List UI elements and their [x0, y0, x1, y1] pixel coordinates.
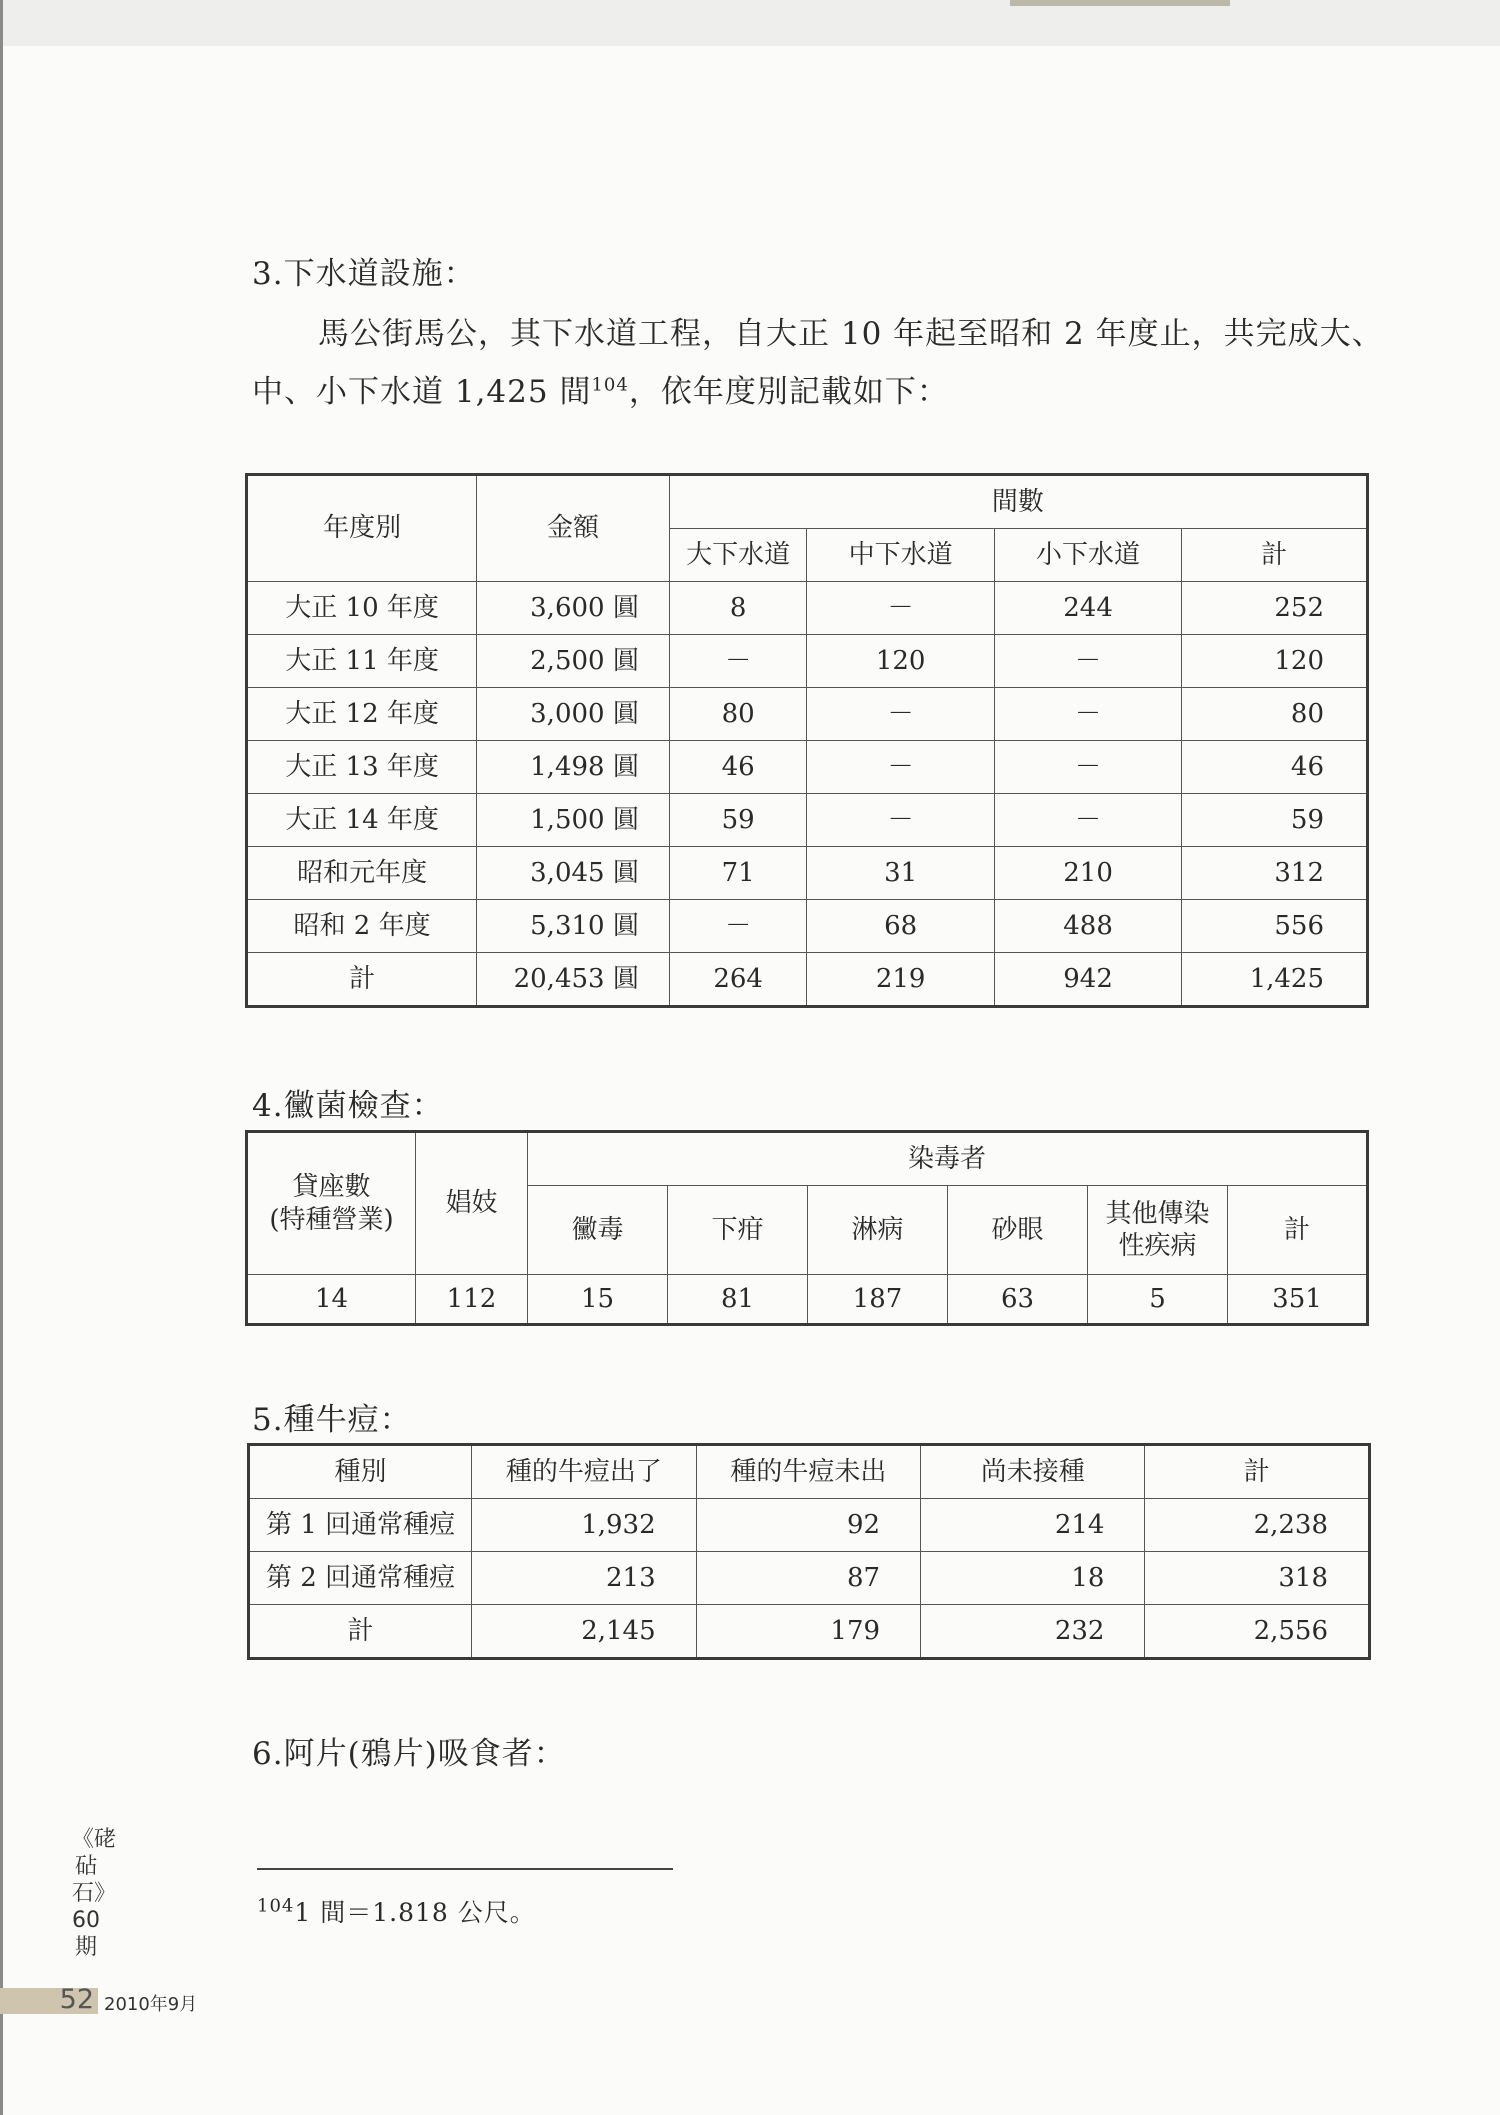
issue-date: 2010年9月	[104, 1994, 198, 2015]
header-text: 貸座數	[292, 1172, 371, 1202]
table-header-cell: 種別	[249, 1445, 472, 1499]
table-row	[249, 1499, 1370, 1552]
section3-paragraph-line1: 馬公街馬公，其下水道工程，自大正 10 年起至昭和 2 年度止，共完成大、	[318, 316, 1384, 352]
header-large: 大下水道	[669, 529, 807, 582]
scan-left-edge	[0, 0, 3, 2115]
table-cell: 488	[994, 900, 1181, 953]
header-small: 小下水道	[994, 529, 1181, 582]
footnote-text: 1 間＝1.818 公尺。	[294, 1898, 536, 1927]
header-syphilis: 黴毒	[528, 1186, 668, 1275]
table-cell: 15	[528, 1275, 668, 1325]
page-number: 52	[59, 1984, 94, 2015]
table-row	[249, 1552, 1370, 1605]
table-cell: 318	[1145, 1552, 1370, 1605]
table-cell: 大正 11 年度	[247, 635, 477, 688]
table-cell: 80	[669, 688, 807, 741]
table-cell: －	[994, 688, 1181, 741]
table-cell: 187	[808, 1275, 948, 1325]
header-year: 年度別	[247, 475, 477, 582]
table-cell: 232	[921, 1605, 1145, 1659]
table-row	[247, 635, 1368, 688]
table-cell: －	[807, 794, 994, 847]
table-cell: 大正 14 年度	[247, 794, 477, 847]
header-text: 其他傳染	[1105, 1198, 1210, 1229]
header-prostitutes: 娼妓	[416, 1132, 528, 1275]
header-count-group: 間數	[669, 475, 1367, 529]
table-cell: 210	[994, 847, 1181, 900]
table-cell: 351	[1228, 1275, 1368, 1325]
scan-top-mark	[1010, 0, 1230, 6]
table-cell: －	[994, 741, 1181, 794]
venereal-table	[245, 1130, 1369, 1326]
table-cell: 20,453 圓	[477, 953, 670, 1007]
table-cell: 92	[696, 1499, 920, 1552]
section6-heading: 6.阿片(鴉片)吸食者：	[252, 1736, 566, 1772]
section5-heading: 5.種牛痘：	[252, 1402, 412, 1438]
table-cell: 219	[807, 953, 994, 1007]
table-cell: 計	[247, 953, 477, 1007]
table-cell: 14	[247, 1275, 416, 1325]
table-cell: 87	[696, 1552, 920, 1605]
table-row	[247, 582, 1368, 635]
table-cell: －	[807, 582, 994, 635]
table-cell: 120	[807, 635, 994, 688]
table-cell: 68	[807, 900, 994, 953]
table-cell: 計	[249, 1605, 472, 1659]
table-header-cell: 種的牛痘出了	[472, 1445, 697, 1499]
table-cell: 昭和元年度	[247, 847, 477, 900]
table-cell: 59	[1182, 794, 1368, 847]
table-cell: 第 2 回通常種痘	[249, 1552, 472, 1605]
table-cell: －	[994, 635, 1181, 688]
table-cell: 2,145	[472, 1605, 697, 1659]
table-cell: 81	[668, 1275, 808, 1325]
header-text: (特種營業)	[269, 1204, 394, 1235]
header-trachoma: 砂眼	[948, 1186, 1088, 1275]
table-row	[247, 953, 1368, 1007]
table-cell: －	[807, 741, 994, 794]
table-cell: 112	[416, 1275, 528, 1325]
section3-heading: 3.下水道設施：	[252, 256, 476, 292]
header-rental	[247, 1132, 416, 1275]
table-row	[247, 688, 1368, 741]
header-infected-group: 染毒者	[528, 1132, 1368, 1186]
table-cell: 59	[669, 794, 807, 847]
section4-heading: 4.黴菌檢查：	[252, 1088, 444, 1124]
para-text: 中、小下水道 1,425 間	[252, 374, 592, 410]
table-cell: 213	[472, 1552, 697, 1605]
table-cell: 18	[921, 1552, 1145, 1605]
table-cell: －	[669, 635, 807, 688]
header-other	[1088, 1186, 1228, 1275]
header-chancroid: 下疳	[668, 1186, 808, 1275]
table-cell: 120	[1182, 635, 1368, 688]
table-cell: 昭和 2 年度	[247, 900, 477, 953]
table-header-cell: 計	[1145, 1445, 1370, 1499]
table-header-cell: 尚未接種	[921, 1445, 1145, 1499]
table-cell: 942	[994, 953, 1181, 1007]
sewer-table	[245, 473, 1369, 1008]
table-row	[247, 847, 1368, 900]
table-cell: 1,932	[472, 1499, 697, 1552]
table-cell: 252	[1182, 582, 1368, 635]
table-cell: 556	[1182, 900, 1368, 953]
page-number-box	[0, 1984, 98, 2015]
table-cell: 244	[994, 582, 1181, 635]
table-cell: 80	[1182, 688, 1368, 741]
table-cell: 3,045 圓	[477, 847, 670, 900]
table-header-row	[247, 475, 1368, 529]
table-cell: －	[669, 900, 807, 953]
table-row	[247, 900, 1368, 953]
section3-paragraph-line2	[252, 366, 949, 411]
header-medium: 中下水道	[807, 529, 994, 582]
header-text: 性疾病	[1118, 1231, 1197, 1261]
table-cell: 2,500 圓	[477, 635, 670, 688]
table-cell: 1,500 圓	[477, 794, 670, 847]
journal-title-vertical: 《硓砧石》60期	[72, 1827, 117, 1960]
table-cell: 214	[921, 1499, 1145, 1552]
header-total: 計	[1182, 529, 1368, 582]
footnote-ref: 104	[591, 374, 629, 396]
table-cell: 3,000 圓	[477, 688, 670, 741]
table-cell: 大正 12 年度	[247, 688, 477, 741]
table-cell: 312	[1182, 847, 1368, 900]
table-cell: 1,425	[1182, 953, 1368, 1007]
table-cell: 63	[948, 1275, 1088, 1325]
vaccination-table	[247, 1443, 1371, 1660]
table-cell: 第 1 回通常種痘	[249, 1499, 472, 1552]
table-cell: 5,310 圓	[477, 900, 670, 953]
table-cell: 71	[669, 847, 807, 900]
table-cell: 179	[696, 1605, 920, 1659]
table-cell: 5	[1088, 1275, 1228, 1325]
para-text: ，依年度別記載如下：	[628, 374, 949, 410]
table-header-cell: 種的牛痘未出	[696, 1445, 920, 1499]
header-gonorrhea: 淋病	[808, 1186, 948, 1275]
table-cell: 46	[669, 741, 807, 794]
footnote-number: 104	[257, 1895, 295, 1917]
table-row	[249, 1605, 1370, 1659]
header-total: 計	[1228, 1186, 1368, 1275]
table-cell: 31	[807, 847, 994, 900]
table-cell: 大正 10 年度	[247, 582, 477, 635]
table-cell: －	[807, 688, 994, 741]
table-header-row	[247, 1132, 1368, 1186]
scan-top-band	[0, 0, 1500, 46]
table-cell: 大正 13 年度	[247, 741, 477, 794]
table-row	[247, 794, 1368, 847]
table-header-row	[249, 1445, 1370, 1499]
header-amount: 金額	[477, 475, 670, 582]
table-cell: －	[994, 794, 1181, 847]
table-row	[247, 741, 1368, 794]
footnote-divider	[257, 1868, 673, 1870]
table-cell: 3,600 圓	[477, 582, 670, 635]
table-row	[247, 1275, 1368, 1325]
table-cell: 2,556	[1145, 1605, 1370, 1659]
table-cell: 264	[669, 953, 807, 1007]
table-cell: 1,498 圓	[477, 741, 670, 794]
table-cell: 46	[1182, 741, 1368, 794]
footnote	[257, 1893, 536, 1929]
table-cell: 8	[669, 582, 807, 635]
table-cell: 2,238	[1145, 1499, 1370, 1552]
